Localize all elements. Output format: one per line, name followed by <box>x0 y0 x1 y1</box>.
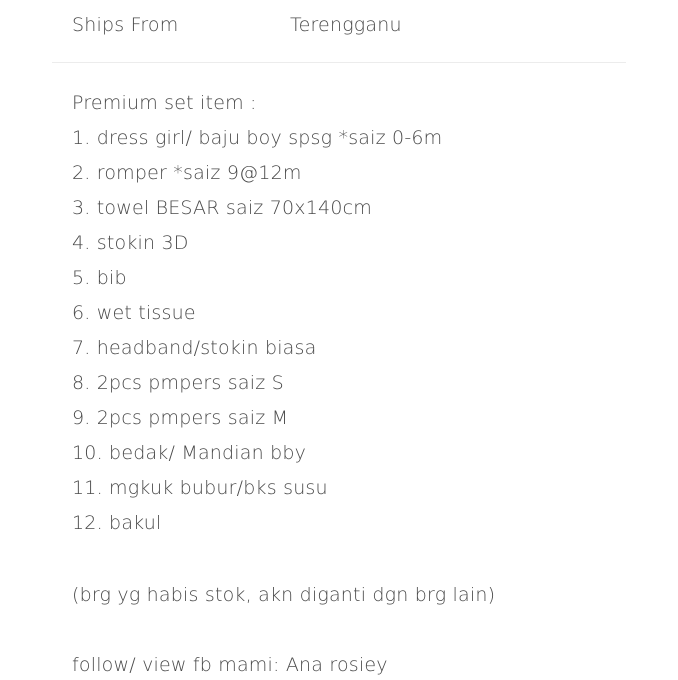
list-item: 4. stokin 3D <box>72 232 189 254</box>
section-divider <box>52 62 626 63</box>
stock-note: (brg yg habis stok, akn diganti dgn brg lain) <box>72 584 496 606</box>
list-item: 12. bakul <box>72 512 162 534</box>
follow-note: follow/ view fb mami: Ana rosiey <box>72 654 388 676</box>
list-item: 3. towel BESAR saiz 70x140cm <box>72 197 372 219</box>
list-item: 5. bib <box>72 267 127 289</box>
list-item: 7. headband/stokin biasa <box>72 337 317 359</box>
list-item: 11. mgkuk bubur/bks susu <box>72 477 328 499</box>
ships-from-value: Terengganu <box>290 14 402 36</box>
list-item: 1. dress girl/ baju boy spsg *saiz 0-6m <box>72 127 443 149</box>
description-heading: Premium set item : <box>72 92 257 114</box>
list-item: 9. 2pcs pmpers saiz M <box>72 407 289 429</box>
ships-from-label: Ships From <box>72 14 179 36</box>
list-item: 10. bedak/ Mandian bby <box>72 442 307 464</box>
list-item: 2. romper *saiz 9@12m <box>72 162 302 184</box>
list-item: 6. wet tissue <box>72 302 196 324</box>
list-item: 8. 2pcs pmpers saiz S <box>72 372 284 394</box>
ships-from-row <box>72 14 632 42</box>
product-description <box>72 88 652 543</box>
